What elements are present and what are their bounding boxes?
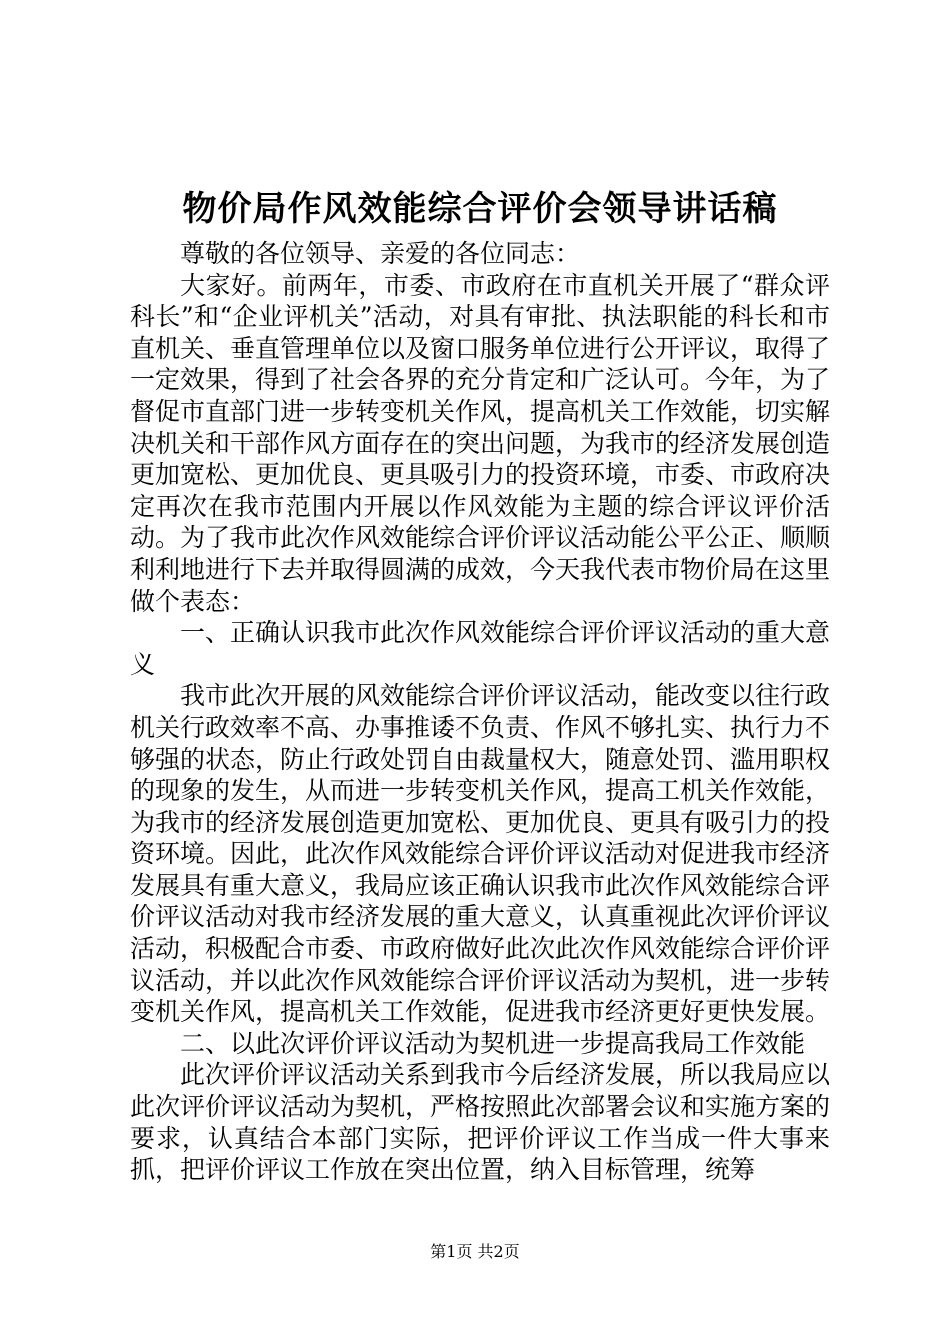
document-title: 物价局作风效能综合评价会领导讲话稿: [182, 189, 778, 229]
section-heading-1: 一、正确认识我市此次作风效能综合评价评议活动的重大意义: [130, 618, 831, 679]
section-1-paragraph: 我市此次开展的风效能综合评价评议活动，能改变以往行政机关行政效率不高、办事推诿不负责、作风不够扎实、执行力不够强的状态，防止行政处罚自由裁量权大，随意处罚、滥用职权的现象的发生，从而进一步转变机关作风，提高工机关作效能，为我市的经济发展创造更加宽松、更加优良、更具有吸引力的投资环境。因此，此次作风效能综合评价评议活动对促进我市经济发展具有重大意义，我局应该正确认识我市此次作风效能综合评价评议活动对我市经济发展的重大意义，认真重视此次评价评议活动，积极配合市委、市政府做好此次此次作风效能综合评价评议活动，并以此次作风效能综合评价评议活动为契机，进一步转变机关作风，提高机关工作效能，促进我市经济更好更快发展。: [130, 681, 831, 1027]
opening-paragraph: 大家好。前两年，市委、市政府在市直机关开展了“群众评科长”和“企业评机关”活动，对具有审批、执法职能的科长和市直机关、垂直管理单位以及窗口服务单位进行公开评议，取得了一定效果，得到了社会各界的充分肯定和广泛认可。今年，为了督促市直部门进一步转变机关作风，提高机关工作效能，切实解决机关和干部作风方面存在的突出问题，为我市的经济发展创造更加宽松、更加优良、更具吸引力的投资环境，市委、市政府决定再次在我市范围内开展以作风效能为主题的综合评议评价活动。为了我市此次作风效能综合评价评议活动能公平公正、顺顺利利地进行下去并取得圆满的成效，今天我代表市物价局在这里做个表态：: [130, 270, 831, 616]
document-page: [130, 188, 830, 1186]
salutation: 尊敬的各位领导、亲爱的各位同志：: [180, 239, 581, 268]
page-number-footer: 第1页 共2页: [430, 1242, 520, 1261]
section-heading-2: 二、以此次评价评议活动为契机进一步提高我局工作效能: [180, 1028, 806, 1058]
section-2-paragraph: 此次评价评议活动关系到我市今后经济发展，所以我局应以此次评价评议活动为契机，严格按照此次部署会议和实施方案的要求，认真结合本部门实际，把评价评议工作当成一件大事来抓，把评价评议工作放在突出位置，纳入目标管理，统筹: [130, 1060, 831, 1185]
